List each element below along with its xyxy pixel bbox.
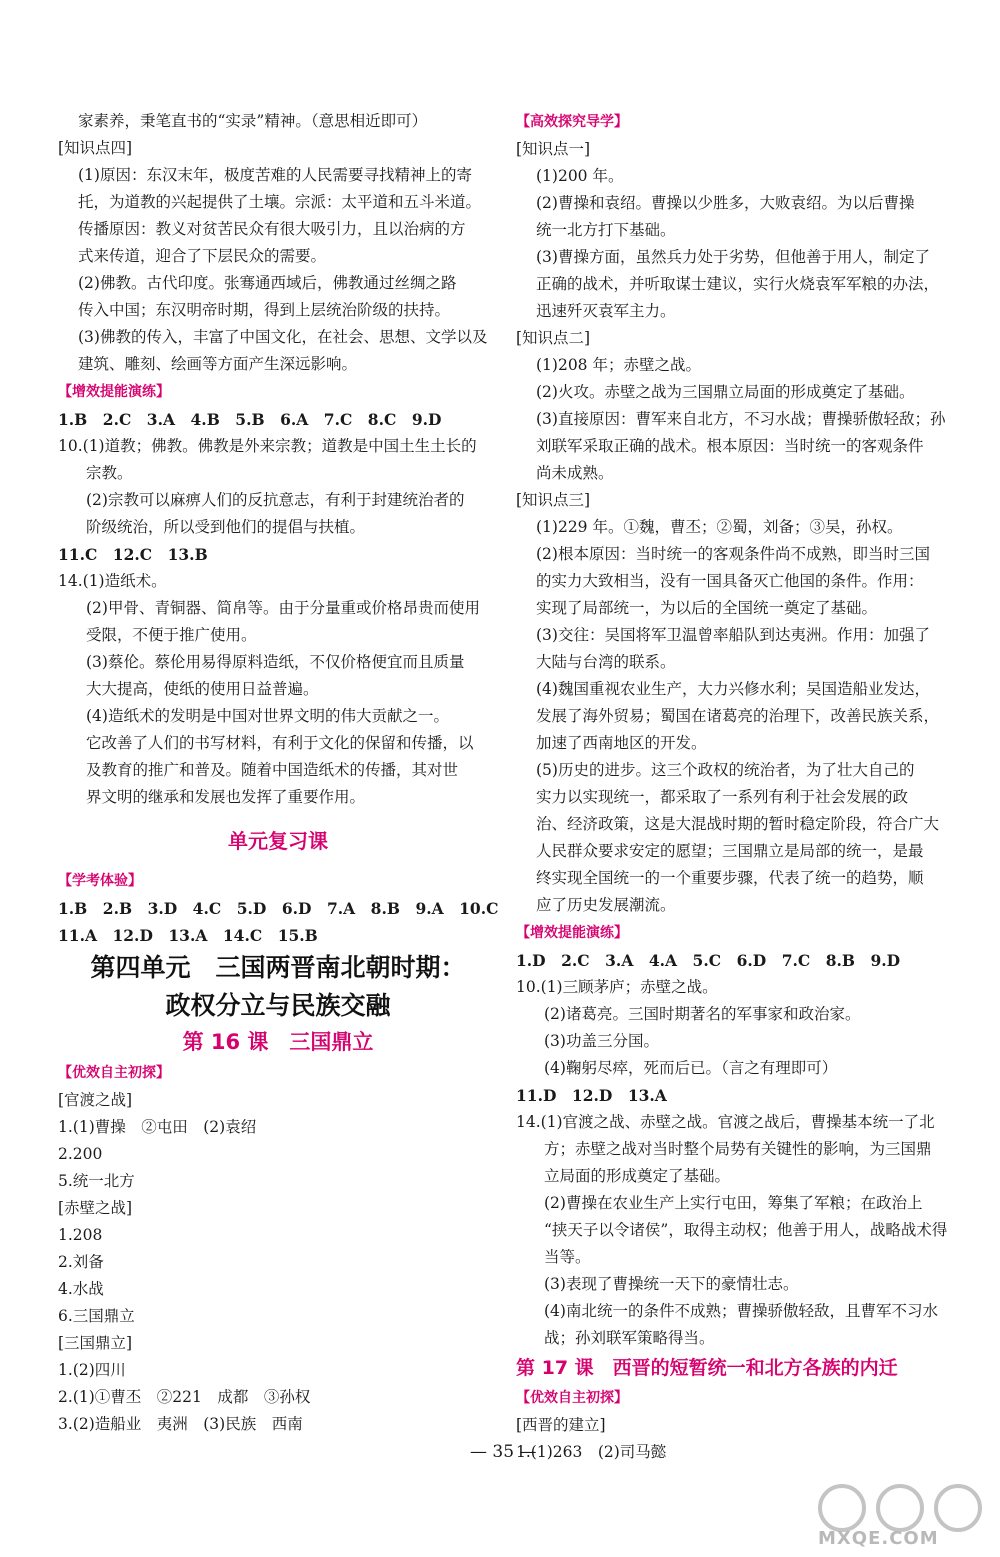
left-text-line: 11.A 12.D 13.A 14.C 15.B (58, 926, 318, 945)
right-section-tag-wrap (516, 919, 968, 947)
right-text-line: [知识点二] (516, 329, 591, 347)
left-lesson-title: 第 16 课 三国鼎立 (182, 1030, 374, 1054)
left-text-line: (3)佛教的传入，丰富了中国文化，在社会、思想、文学以及 (78, 328, 488, 346)
right-text-line: 11.D 12.D 13.A (516, 1086, 667, 1105)
left-section-title: 单元复习课 (228, 829, 328, 853)
right-text-line: 终实现全国统一的一个重要步骤，代表了统一的趋势，顺 (536, 869, 924, 887)
left-text-line: 14.(1)造纸术。 (58, 572, 167, 590)
right-section-tag-wrap (516, 1384, 968, 1412)
right-text-line: (3)直接原因：曹军来自北方，不习水战；曹操骄傲轻敌；孙 (536, 410, 946, 428)
right-text-line: 治、经济政策，这是大混战时期的暂时稳定阶段，符合广大 (536, 815, 940, 833)
right-text-line: 1.D 2.C 3.A 4.A 5.C 6.D 7.C 8.B 9.D (516, 951, 901, 970)
left-text-line: (2)宗教可以麻痹人们的反抗意志，有利于封建统治者的 (86, 491, 465, 509)
left-text-line: [知识点四] (58, 139, 133, 157)
left-text-line: 传入中国；东汉明帝时期，得到上层统治阶级的扶持。 (78, 301, 451, 319)
left-text-line: 式来传道，迎合了下层民众的需要。 (78, 247, 327, 265)
left-column (58, 108, 498, 1438)
right-section-tag: 【优效自主初探】 (516, 1390, 628, 1406)
right-text-line: 正确的战术，并听取谋士建议，实行火烧袁军军粮的办法， (536, 275, 940, 293)
left-section-tag-wrap (58, 378, 498, 406)
right-text-line: 加速了西南地区的开发。 (536, 734, 707, 752)
right-text-line: 人民群众要求安定的愿望；三国鼎立是局部的统一，是最 (536, 842, 924, 860)
left-text-line: 6.三国鼎立 (58, 1307, 135, 1325)
left-section-tag-wrap (58, 1059, 498, 1087)
right-text-line: (4)魏国重视农业生产，大力兴修水利；吴国造船业发达， (536, 680, 930, 698)
right-text-line: 10.(1)三顾茅庐；赤壁之战。 (516, 978, 718, 996)
right-text-line: (2)曹操在农业生产上实行屯田，筹集了军粮；在政治上 (544, 1194, 923, 1212)
right-text-line: 方；赤壁之战对当时整个局势有关键性的影响，为三国鼎 (544, 1140, 932, 1158)
right-text-line: (2)根本原因：当时统一的客观条件尚不成熟，即当时三国 (536, 545, 930, 563)
right-section-tag: 【增效提能演练】 (516, 925, 628, 941)
left-text-line: 界文明的继承和发展也发挥了重要作用。 (86, 788, 366, 806)
left-text-line: 大大提高，使纸的使用日益普遍。 (86, 680, 319, 698)
left-text-line: 2.刘备 (58, 1253, 104, 1271)
right-text-line: 统一北方打下基础。 (536, 221, 676, 239)
right-text-line: (2)诸葛亮。三国时期著名的军事家和政治家。 (544, 1005, 861, 1023)
right-text-line: 14.(1)官渡之战、赤壁之战。官渡之战后，曹操基本统一了北 (516, 1113, 935, 1131)
left-text-line: 及教育的推广和普及。随着中国造纸术的传播，其对世 (86, 761, 459, 779)
right-text-line: 发展了海外贸易；蜀国在诸葛亮的治理下，改善民族关系， (536, 707, 940, 725)
right-text-line: 尚未成熟。 (536, 464, 614, 482)
left-unit-title: 第四单元 三国两晋南北朝时期： (90, 953, 466, 982)
left-text-line: 家素养，秉笔直书的“实录”精神。（意思相近即可） (78, 112, 428, 130)
left-text-line: 建筑、雕刻、绘画等方面产生深远影响。 (78, 355, 358, 373)
left-text-line: (2)甲骨、青铜器、简帛等。由于分量重或价格昂贵而使用 (86, 599, 480, 617)
left-unit-title: 政权分立与民族交融 (165, 991, 391, 1020)
right-text-line: 1.(1)263 (2)司马懿 (516, 1443, 667, 1461)
right-lesson-title-right: 第 17 课 西晋的短暂统一和北方各族的内迁 (516, 1357, 898, 1379)
left-text-line: (2)佛教。古代印度。张骞通西域后，佛教通过丝绸之路 (78, 274, 457, 292)
right-text-line: [西晋的建立] (516, 1416, 606, 1434)
left-section-tag: 【增效提能演练】 (58, 384, 170, 400)
right-text-line: 实力以实现统一，都采取了一系列有利于社会发展的政 (536, 788, 909, 806)
right-text-line: (3)交往：吴国将军卫温曾率船队到达夷洲。作用：加强了 (536, 626, 930, 644)
left-text-line: 4.水战 (58, 1280, 104, 1298)
left-text-line: (3)蔡伦。蔡伦用易得原料造纸，不仅价格便宜而且质量 (86, 653, 465, 671)
right-text-line: (1)208 年；赤壁之战。 (536, 356, 701, 374)
right-text-line: “挟天子以令诸侯”，取得主动权；他善于用人，战略战术得 (544, 1221, 948, 1239)
left-text-line: [三国鼎立] (58, 1334, 133, 1352)
right-text-line: (3)功盖三分国。 (544, 1032, 659, 1050)
right-section-tag-wrap (516, 108, 968, 136)
left-text-line: 1.B 2.C 3.A 4.B 5.B 6.A 7.C 8.C 9.D (58, 410, 442, 429)
right-text-line: 应了历史发展潮流。 (536, 896, 676, 914)
left-section-tag: 【学考体验】 (58, 873, 142, 889)
left-text-line: 10.(1)道教；佛教。佛教是外来宗教；道教是中国土生土长的 (58, 437, 477, 455)
right-column (516, 108, 968, 1466)
right-text-line: (3)曹操方面，虽然兵力处于劣势，但他善于用人，制定了 (536, 248, 930, 266)
right-text-line: 的实力大致相当，没有一国具备灭亡他国的条件。作用： (536, 572, 924, 590)
right-text-line: 立局面的形成奠定了基础。 (544, 1167, 731, 1185)
left-section-tag-wrap (58, 867, 498, 895)
right-text-line: 实现了局部统一，为以后的全国统一奠定了基础。 (536, 599, 878, 617)
left-text-line: 2.200 (58, 1145, 103, 1163)
right-text-line: (2)曹操和袁绍。曹操以少胜多，大败袁绍。为以后曹操 (536, 194, 915, 212)
right-text-line: (1)200 年。 (536, 167, 624, 185)
right-text-line: (3)表现了曹操统一天下的豪情壮志。 (544, 1275, 799, 1293)
right-text-line: 大陆与台湾的联系。 (536, 653, 676, 671)
left-text-line: 1.(1)曹操 ②屯田 (2)袁绍 (58, 1118, 257, 1136)
right-text-line: (2)火攻。赤壁之战为三国鼎立局面的形成奠定了基础。 (536, 383, 915, 401)
left-text-line: 1.(2)四川 (58, 1361, 126, 1379)
left-text-line: [赤壁之战] (58, 1199, 133, 1217)
watermark-url: MXQE.COM (818, 1528, 939, 1549)
page-number: — 35 — (470, 1442, 537, 1462)
left-text-line: (1)原因：东汉末年，极度苦难的人民需要寻找精神上的寄 (78, 166, 472, 184)
left-text-line: 3.(2)造船业 夷洲 (3)民族 西南 (58, 1415, 303, 1433)
right-text-line: (1)229 年。①魏，曹丕；②蜀，刘备；③吴，孙权。 (536, 518, 903, 536)
left-text-line: (4)造纸术的发明是中国对世界文明的伟大贡献之一。 (86, 707, 449, 725)
right-text-line: 当等。 (544, 1248, 591, 1266)
right-text-line: [知识点三] (516, 491, 591, 509)
left-text-line: 受限，不便于推广使用。 (86, 626, 257, 644)
left-text-line: 1.208 (58, 1226, 103, 1244)
left-text-line: 宗教。 (86, 464, 133, 482)
left-text-line: 托，为道教的兴起提供了土壤。宗派：太平道和五斗米道。 (78, 193, 482, 211)
right-text-line: 迅速歼灭袁军主力。 (536, 302, 676, 320)
left-text-line: 它改善了人们的书写材料，有利于文化的保留和传播，以 (86, 734, 474, 752)
right-text-line: (4)鞠躬尽瘁，死而后已。（言之有理即可） (544, 1059, 838, 1077)
right-text-line: (5)历史的进步。这三个政权的统治者，为了壮大自己的 (536, 761, 915, 779)
left-text-line: 传播原因：教义对贫苦民众有很大吸引力，且以治病的方 (78, 220, 466, 238)
right-text-line: 刘联军采取正确的战术。根本原因：当时统一的客观条件 (536, 437, 924, 455)
left-text-line: 1.B 2.B 3.D 4.C 5.D 6.D 7.A 8.B 9.A 10.C (58, 899, 499, 918)
left-text-line: 2.(1)①曹丕 ②221 成都 ③孙权 (58, 1388, 311, 1406)
left-text-line: 11.C 12.C 13.B (58, 545, 208, 564)
right-text-line: (4)南北统一的条件不成熟；曹操骄傲轻敌，且曹军不习水 (544, 1302, 938, 1320)
left-text-line: [官渡之战] (58, 1091, 133, 1109)
right-text-line: [知识点一] (516, 140, 591, 158)
left-section-tag: 【优效自主初探】 (58, 1065, 170, 1081)
left-text-line: 阶级统治，所以受到他们的提倡与扶植。 (86, 518, 366, 536)
right-section-tag: 【高效探究导学】 (516, 114, 628, 130)
left-text-line: 5.统一北方 (58, 1172, 135, 1190)
right-text-line: 战；孙刘联军策略得当。 (544, 1329, 715, 1347)
